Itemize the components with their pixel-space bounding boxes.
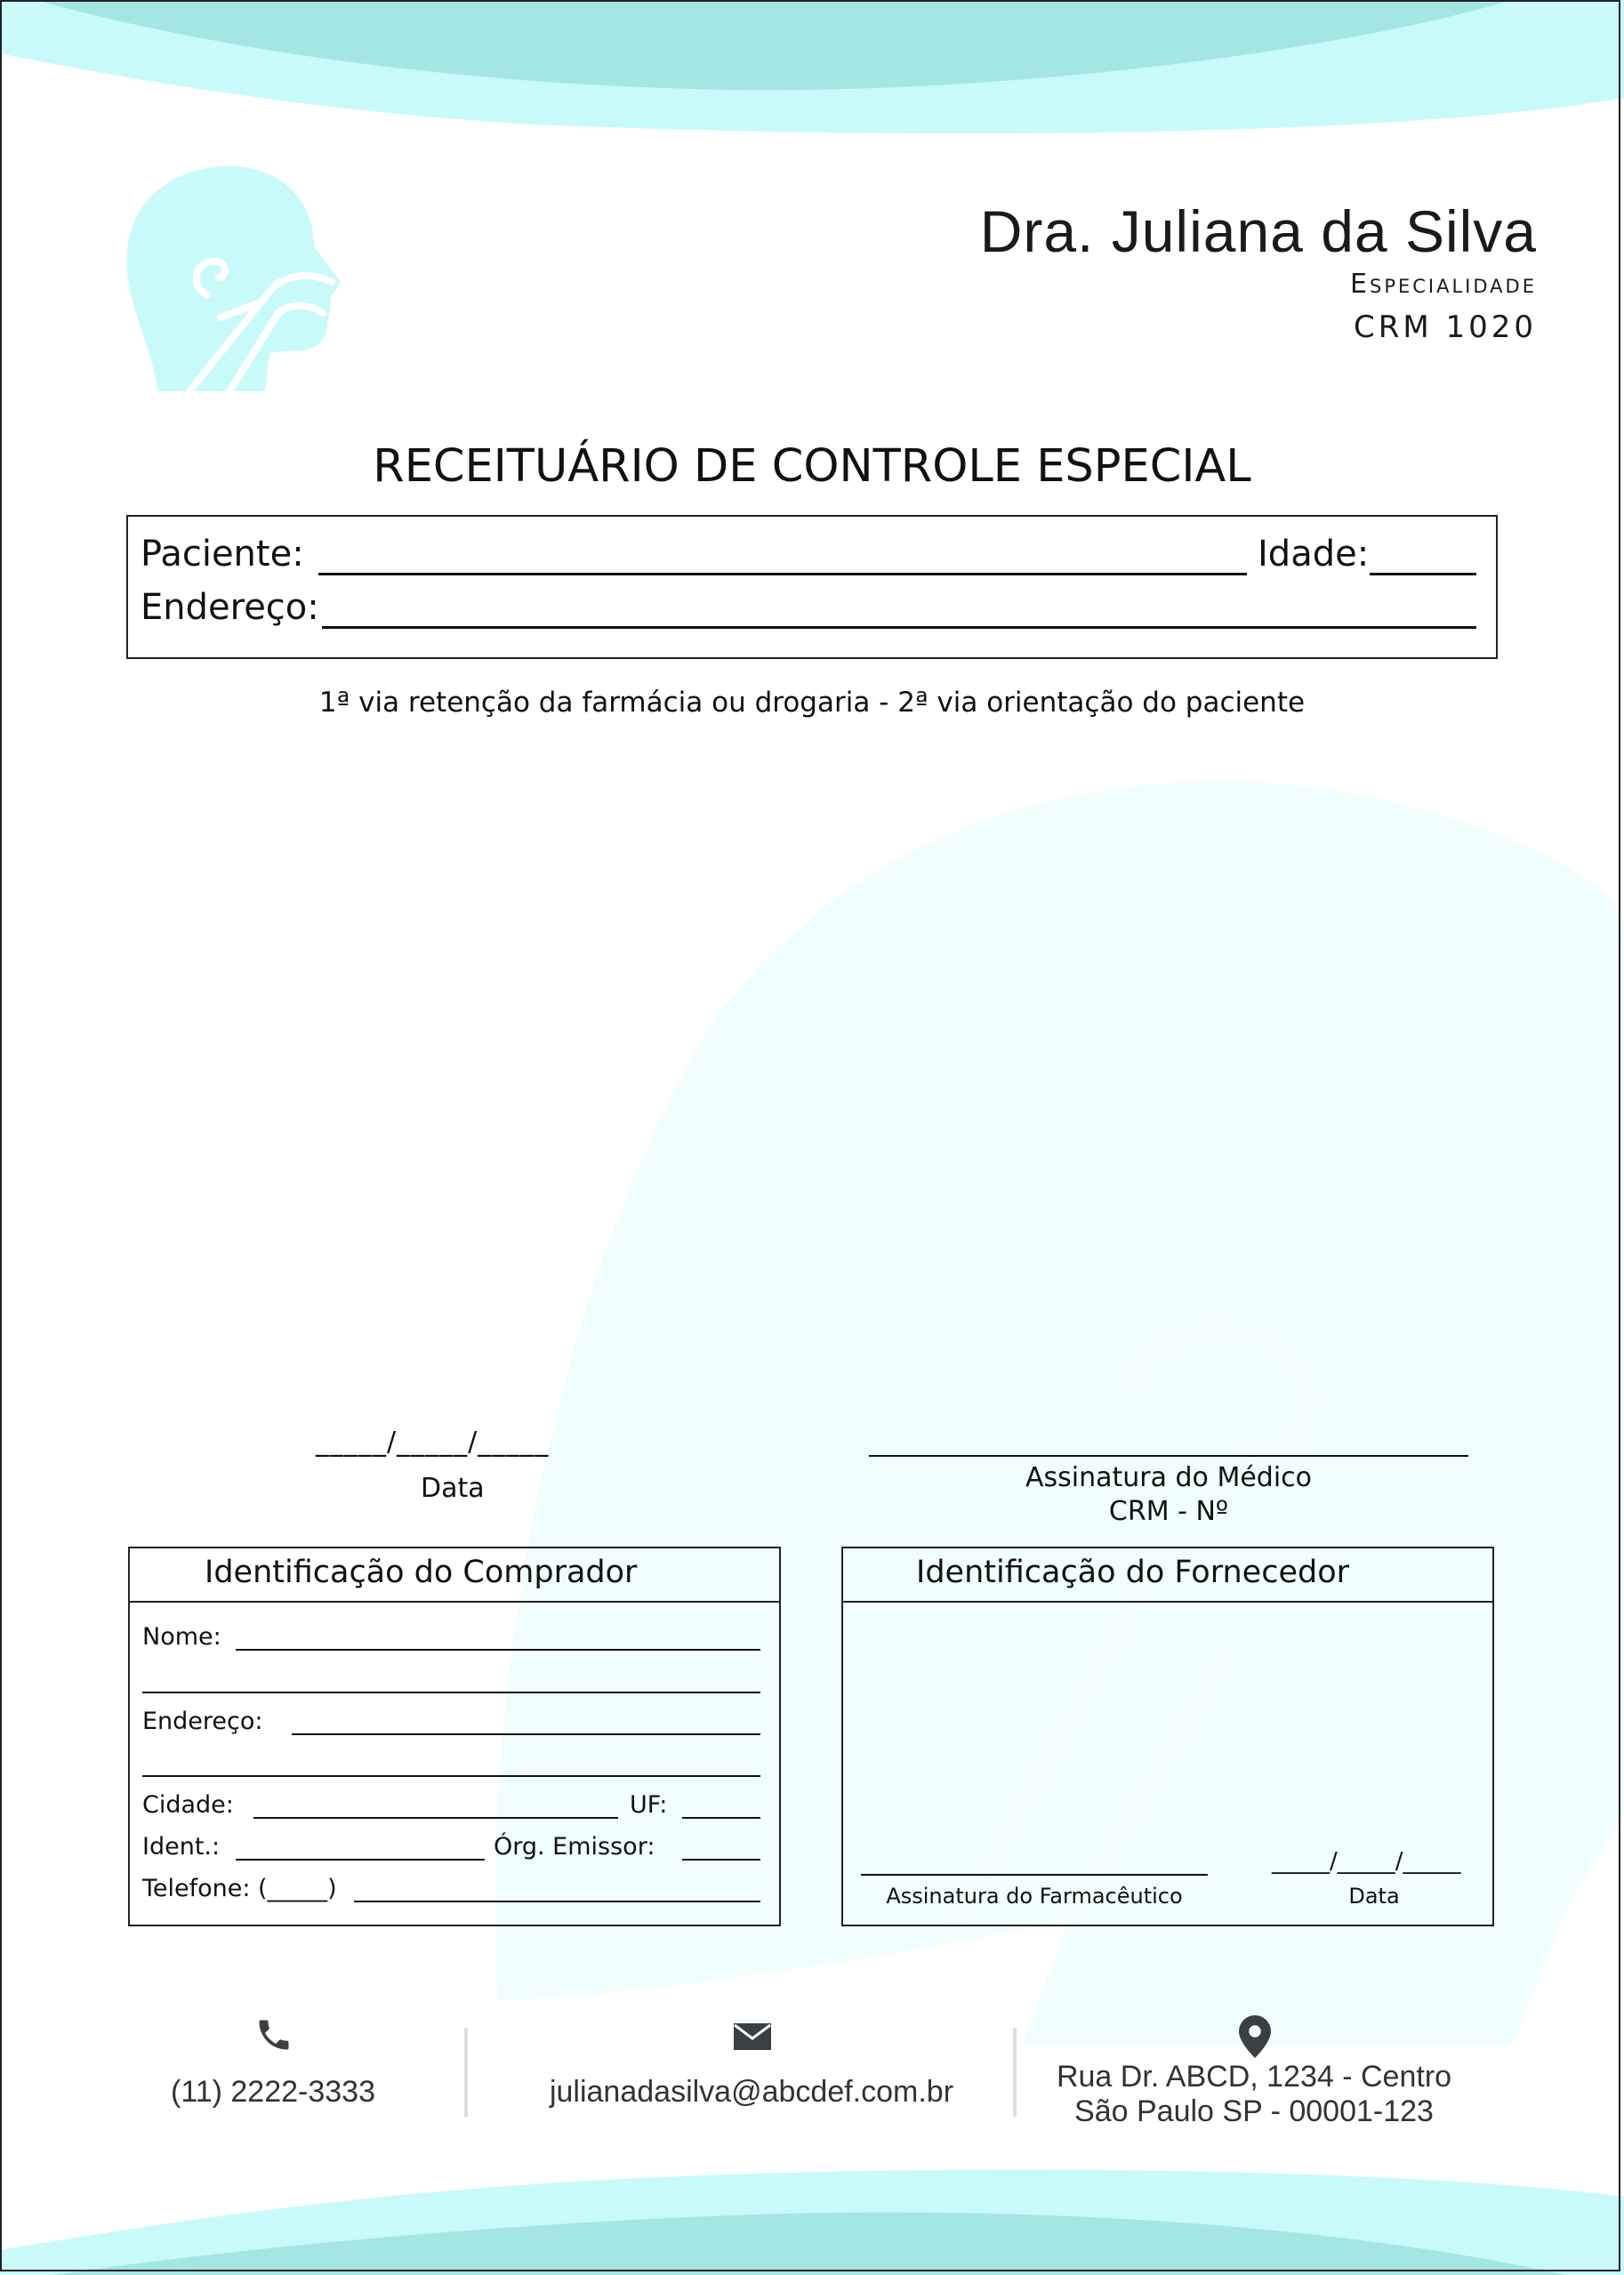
- doctor-signature-line[interactable]: [869, 1455, 1468, 1457]
- supplier-title-divider: [841, 1601, 1494, 1603]
- buyer-address-line[interactable]: [292, 1733, 760, 1735]
- map-pin-icon: [1239, 2015, 1271, 2058]
- date-blank[interactable]: _____/_____/_____: [316, 1427, 550, 1458]
- doctor-specialty: Especialidade: [1350, 269, 1537, 300]
- date-label: Data: [421, 1473, 485, 1504]
- footer-email[interactable]: julianadasilva@abcdef.com.br: [549, 2075, 954, 2109]
- buyer-name-line-2[interactable]: [142, 1692, 760, 1693]
- buyer-address-line-2[interactable]: [142, 1775, 760, 1777]
- supplier-date-label: Data: [1348, 1884, 1400, 1909]
- doctor-signature-label: Assinatura do Médico: [1025, 1462, 1313, 1493]
- buyer-city-line[interactable]: [253, 1817, 618, 1819]
- buyer-title: Identificação do Comprador: [205, 1555, 638, 1590]
- buyer-name-label: Nome:: [142, 1623, 221, 1651]
- buyer-ident-line[interactable]: [236, 1859, 485, 1861]
- buyer-phone-line[interactable]: [354, 1901, 760, 1902]
- pharmacist-signature-label: Assinatura do Farmacêutico: [886, 1884, 1183, 1909]
- buyer-title-divider: [128, 1601, 781, 1603]
- footer-phone[interactable]: (11) 2222-3333: [171, 2075, 375, 2109]
- buyer-city-label: Cidade:: [142, 1791, 234, 1819]
- buyer-uf-label: UF:: [630, 1791, 668, 1819]
- patient-input-line[interactable]: [318, 573, 1247, 575]
- buyer-issuer-line[interactable]: [682, 1859, 760, 1861]
- buyer-issuer-label: Órg. Emissor:: [494, 1833, 655, 1861]
- document-title: RECEITUÁRIO DE CONTROLE ESPECIAL: [373, 440, 1251, 493]
- footer-separator-2: [1013, 2028, 1017, 2117]
- buyer-phone-label: Telefone: (_____): [142, 1875, 337, 1902]
- supplier-title: Identificação do Fornecedor: [916, 1555, 1350, 1590]
- doctor-crm-label: CRM - Nº: [1108, 1496, 1229, 1527]
- buyer-ident-label: Ident.:: [142, 1833, 221, 1861]
- mail-icon: [733, 2022, 772, 2051]
- pharmacist-signature-line[interactable]: [861, 1874, 1208, 1876]
- footer-separator-1: [464, 2028, 468, 2117]
- supplier-date-blank[interactable]: _____/_____/_____: [1272, 1848, 1461, 1875]
- address-input-line[interactable]: [322, 626, 1476, 629]
- buyer-address-label: Endereço:: [142, 1708, 263, 1735]
- footer-address-line1: Rua Dr. ABCD, 1234 - Centro: [1056, 2060, 1452, 2094]
- footer-address-line2: São Paulo SP - 00001-123: [1074, 2094, 1434, 2128]
- buyer-name-line[interactable]: [236, 1649, 760, 1651]
- phone-icon: [254, 2015, 293, 2054]
- copy-retention-note: 1ª via retenção da farmácia ou drogaria - 2ª via orientação do paciente: [318, 687, 1306, 719]
- age-label: Idade:: [1258, 534, 1370, 575]
- head-profile-logo: [123, 162, 345, 393]
- patient-label: Paciente:: [141, 534, 304, 575]
- doctor-name: Dra. Juliana da Silva: [979, 198, 1537, 264]
- buyer-uf-line[interactable]: [682, 1817, 760, 1819]
- doctor-crm: CRM 1020: [1353, 309, 1537, 345]
- buyer-box: [128, 1547, 781, 1926]
- address-label: Endereço:: [141, 587, 319, 628]
- age-input-line[interactable]: [1370, 573, 1476, 575]
